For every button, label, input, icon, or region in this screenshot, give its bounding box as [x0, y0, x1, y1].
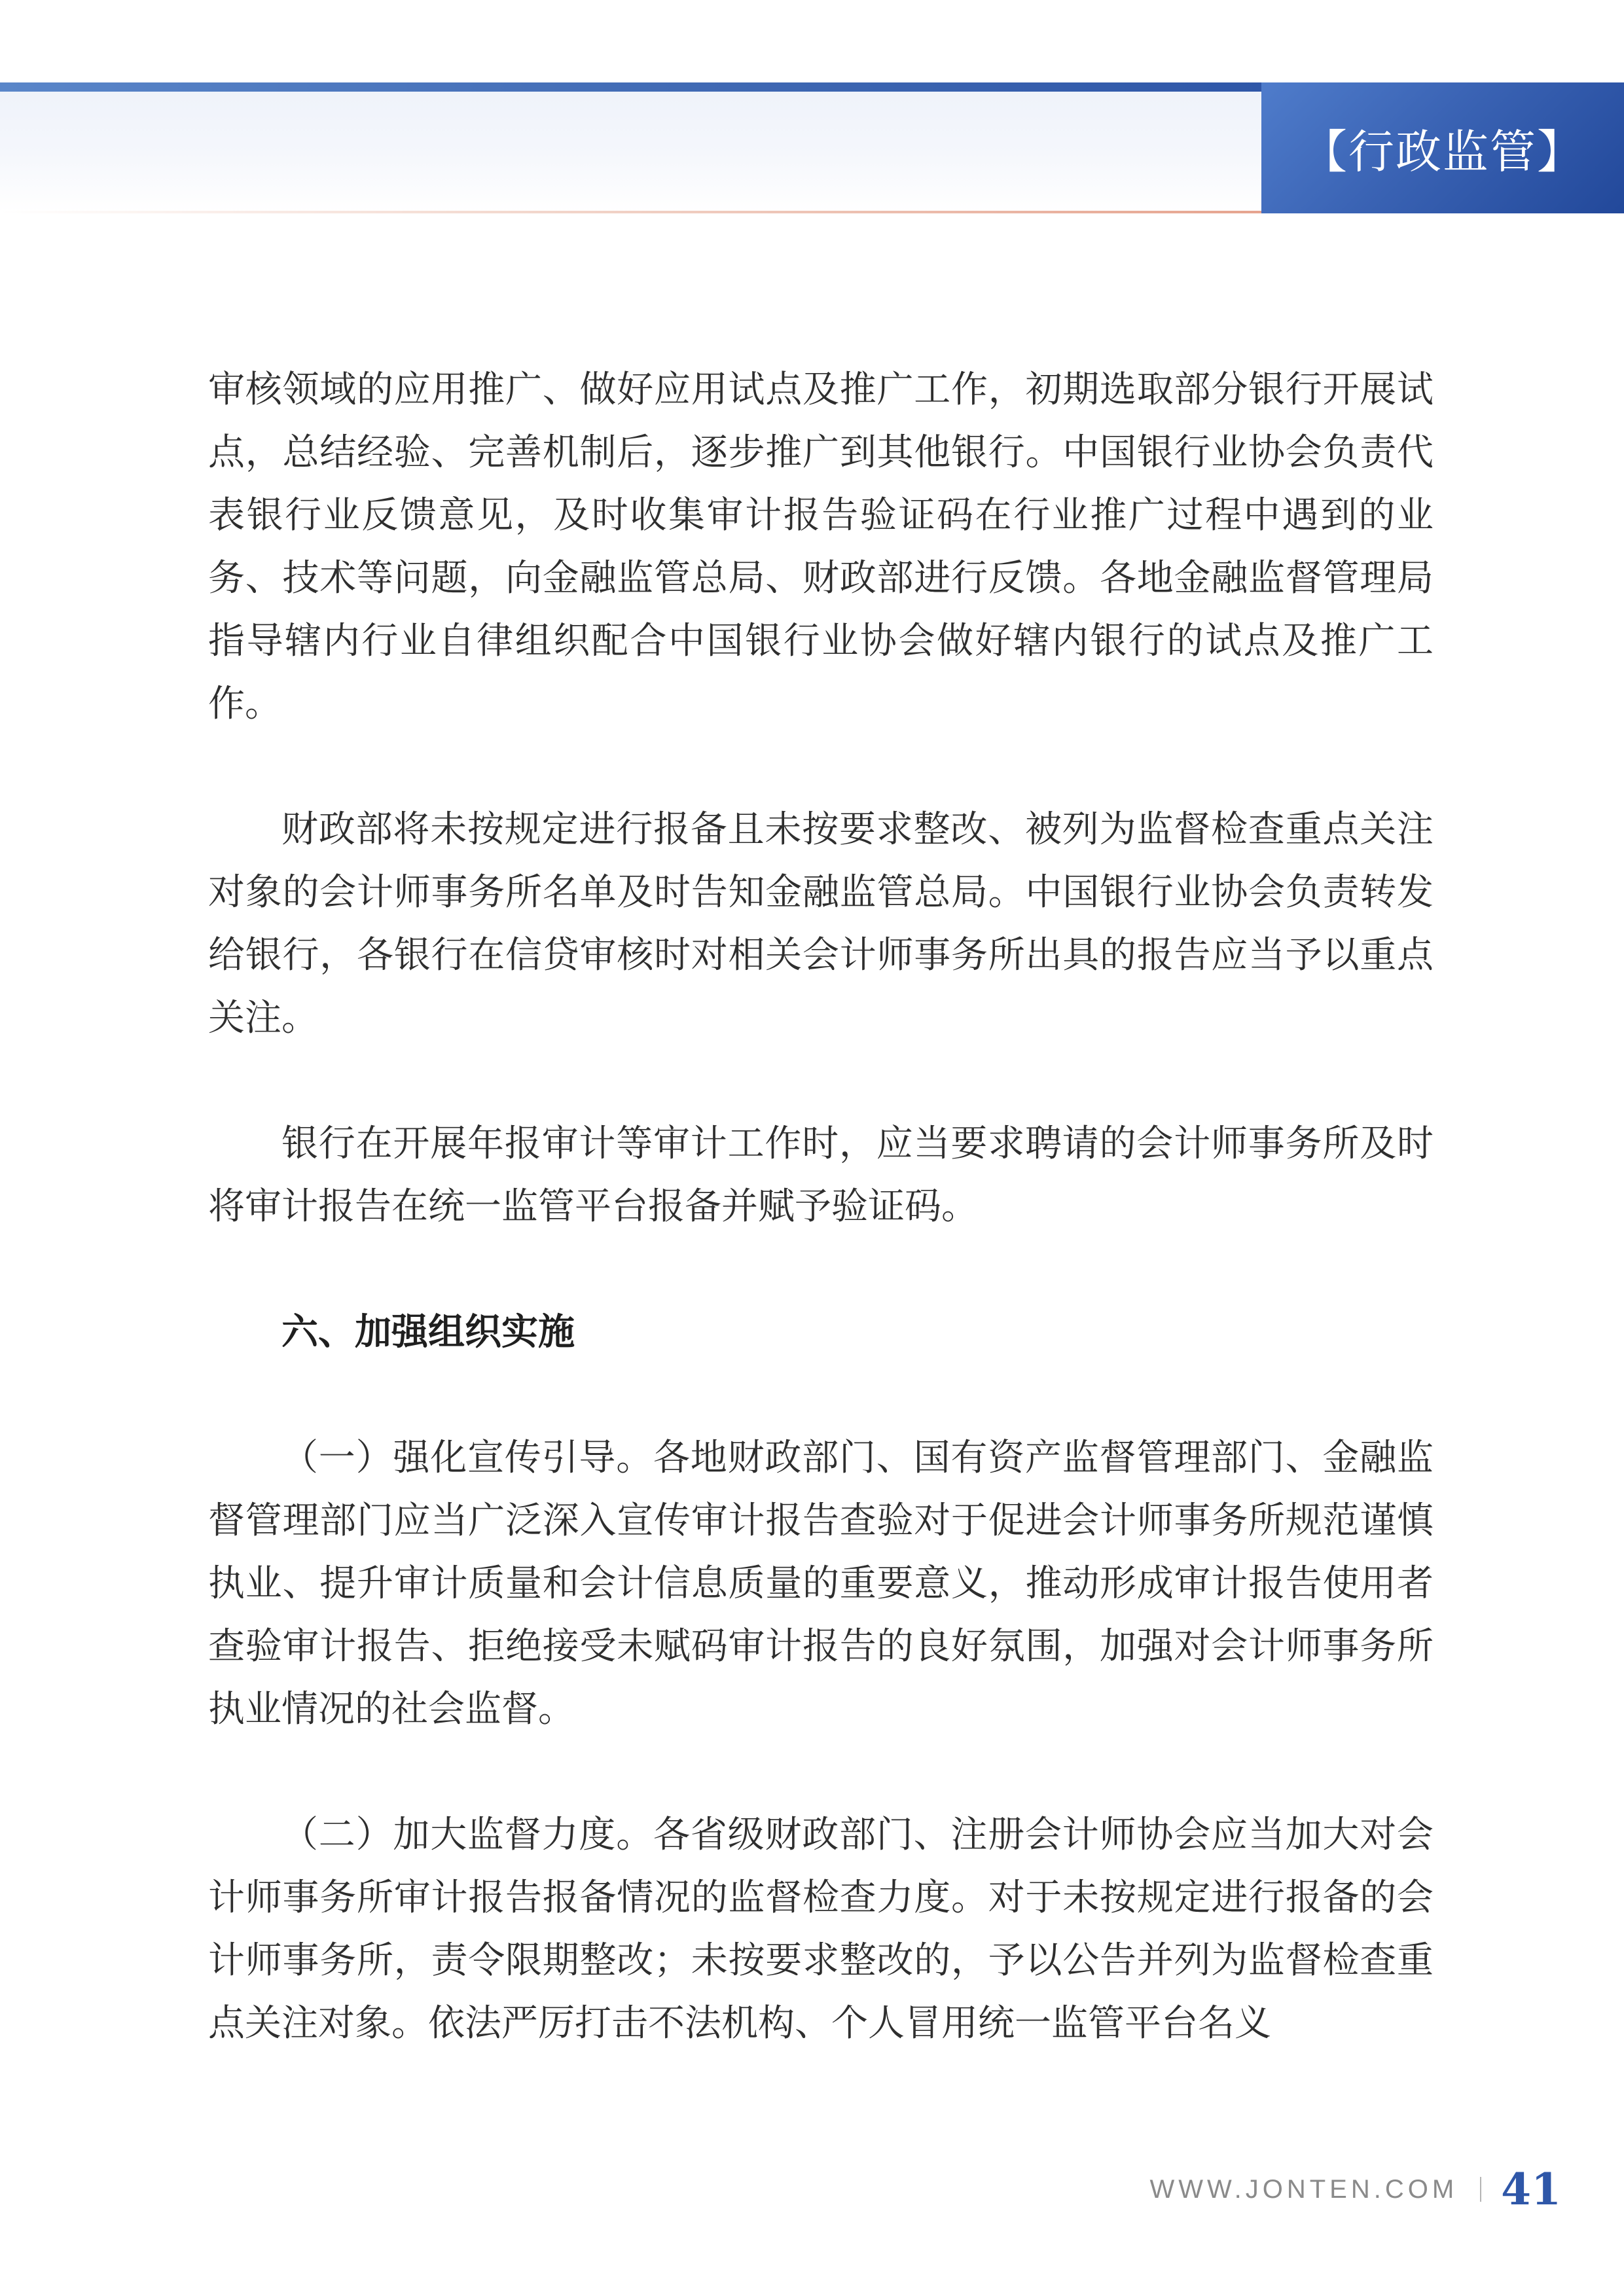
paragraph-continued: 审核领域的应用推广、做好应用试点及推广工作，初期选取部分银行开展试点，总结经验、完善机制后，逐步推广到其他银行。中国银行业协会负责代表银行业反馈意见，及时收集审计报告验证码在行业推广过程中遇到的业务、技术等问题，向金融监管总局、财政部进行反馈。各地金融监督管理局指导辖内行业自律组织配合中国银行业协会做好辖内银行的试点及推广工作。	[208, 368, 1434, 725]
paragraph-bank-audit: 银行在开展年报审计等审计工作时，应当要求聘请的会计师事务所及时将审计报告在统一监管平台报备并赋予验证码。	[208, 1122, 1434, 1228]
header-top-rule	[0, 82, 1261, 92]
page-body	[208, 359, 1434, 2118]
paragraph-publicity: （一）强化宣传引导。各地财政部门、国有资产监督管理部门、金融监督管理部门应当广泛深入宣传审计报告查验对于促进会计师事务所规范谨慎执业、提升审计质量和会计信息质量的重要意义，推动形成审计报告使用者查验审计报告、拒绝接受未赋码审计报告的良好氛围，加强对会计师事务所执业情况的社会监督。	[208, 1437, 1434, 1731]
footer-website: WWW.JONTEN.COM	[1149, 2174, 1458, 2204]
section-tab	[1261, 82, 1624, 213]
section-tab-label: 【行政监管】	[1301, 124, 1584, 179]
page-footer	[1150, 2163, 1561, 2215]
header-band	[0, 82, 1261, 212]
paragraph-blacklist-notice: 财政部将未按规定进行报备且未按要求整改、被列为监督检查重点关注对象的会计师事务所名单及时告知金融监管总局。中国银行业协会负责转发给银行，各银行在信贷审核时对相关会计师事务所出具的报告应当予以重点关注。	[208, 808, 1434, 1039]
page-number: 41	[1501, 2164, 1561, 2215]
section-heading: 六、加强组织实施	[281, 1311, 575, 1354]
paragraph-supervision: （二）加大监督力度。各省级财政部门、注册会计师协会应当加大对会计师事务所审计报告报备情况的监督检查力度。对于未按规定进行报备的会计师事务所，责令限期整改；未按要求整改的，予以公告并列为监督检查重点关注对象。依法严厉打击不法机构、个人冒用统一监管平台名义	[208, 1814, 1434, 2045]
header-bottom-rule	[0, 211, 1261, 213]
footer-divider	[1480, 2177, 1481, 2202]
